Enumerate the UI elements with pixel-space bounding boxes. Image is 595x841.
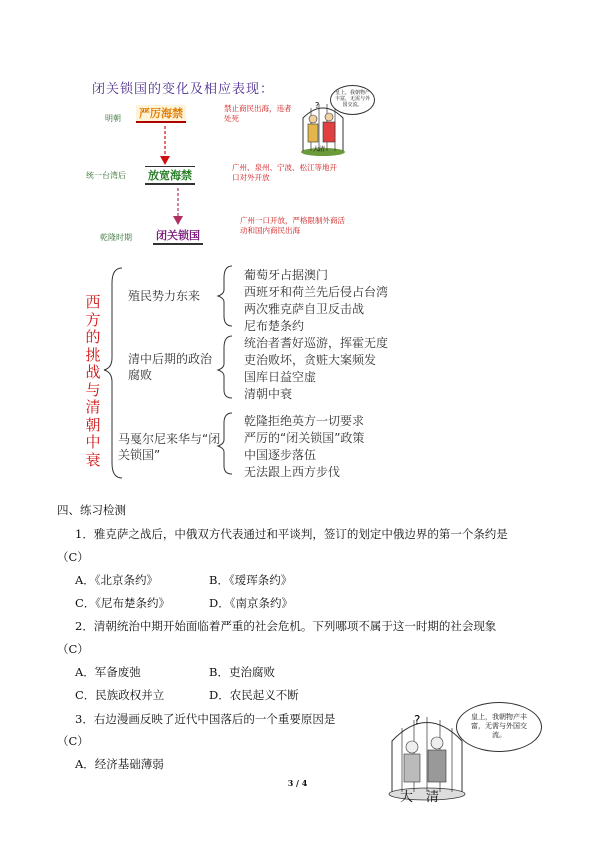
question-3-option: A．经济基础薄弱 (75, 757, 164, 771)
speech-bubble-bottom: 皇上，我朝物产丰富，无需与外国交流。 (456, 702, 542, 752)
exercise-heading: 四、练习检测 (57, 503, 126, 517)
step1-dynasty: 明朝 (105, 114, 121, 123)
svg-text:?: ? (414, 713, 421, 727)
question-2-option: C．民族政权并立 (75, 688, 165, 702)
question-1-option: B．《瑷珲条约》 (209, 573, 293, 587)
branch-2-item: 统治者耆好巡游，挥霍无度 (244, 336, 389, 350)
step3-policy: 闭关锁国 (153, 227, 203, 245)
question-2-option: B．吏治腐败 (209, 665, 275, 679)
diagram-title: 闭关锁国的变化及相应表现： (92, 82, 275, 97)
branch-2-label: 清中后期的政治腐败 (128, 352, 213, 382)
branch-2-item: 吏治败坏，贪赃大案频发 (244, 353, 377, 367)
step2-policy: 放宽海禁 (145, 166, 195, 185)
question-2-option: A．军备废弛 (75, 665, 141, 679)
branch-1-item: 西班牙和荷兰先后侵占台湾 (244, 285, 389, 299)
question-3-text: 3．右边漫画反映了近代中国落后的一个重要原因是 (75, 712, 336, 726)
branch-3-item: 无法跟上西方步伐 (244, 465, 341, 479)
branch-1-item: 两次雅克萨自卫反击战 (244, 302, 365, 316)
question-3-answer: （C） (57, 734, 89, 748)
branch-2-item: 国库日益空虚 (244, 370, 317, 384)
cartoon-top-label: 大清 (313, 146, 326, 153)
arrow-2 (171, 188, 185, 228)
branch-1-item: 葡萄牙占据澳门 (244, 268, 329, 282)
step1-note: 禁止商民出海，违者处死 (224, 104, 292, 123)
question-1-answer: （C） (57, 550, 89, 564)
speech-bubble-top: 皇上，我朝物产丰富，无需与外国交流。 (330, 85, 375, 115)
mindmap-title: 西方的挑战与清朝中衰 (85, 293, 101, 469)
question-2-option: D．农民起义不断 (209, 688, 299, 702)
branch-1-item: 尼布楚条约 (244, 319, 305, 333)
arrow-1 (158, 126, 172, 166)
step2-note: 广州、泉州、宁波、松江等地开口对外开放 (232, 163, 337, 182)
step3-dynasty: 乾隆时期 (100, 233, 132, 242)
svg-text:?: ? (315, 101, 320, 110)
branch-3-item: 乾隆拒绝英方一切要求 (244, 414, 365, 428)
question-2-answer: （C） (57, 642, 89, 656)
step2-dynasty: 统一台湾后 (86, 171, 126, 180)
branch-1-label: 殖民势力东来 (128, 289, 201, 303)
branch-3-label: 马戛尔尼来华与“闭关锁国” (118, 432, 221, 462)
question-1-text: 1．雅克萨之战后，中俄双方代表通过和平谈判，签订的划定中俄边界的第一个条约是 (75, 527, 508, 541)
branch-2-item: 清朝中衰 (244, 387, 293, 401)
question-1-option: C．《尼布楚条约》 (75, 596, 171, 610)
step1-policy: 严厉海禁 (136, 105, 186, 123)
step3-note: 广州一口开放，严格限制外商活动和国内商民出海 (240, 216, 345, 235)
branch-3-item: 严厉的“闭关锁国”政策 (244, 431, 365, 445)
question-2-text: 2．清朝统治中期开始面临着严重的社会危机。下列哪项不属于这一时期的社会现象 (75, 619, 497, 633)
page-number: 3 / 4 (287, 778, 308, 788)
question-1-option: D．《南京条约》 (209, 596, 293, 610)
question-1-option: A．《北京条约》 (75, 573, 159, 587)
branch-3-item: 中国逐步落伍 (244, 448, 317, 462)
cartoon-bottom-label: 大 清 (400, 790, 440, 805)
